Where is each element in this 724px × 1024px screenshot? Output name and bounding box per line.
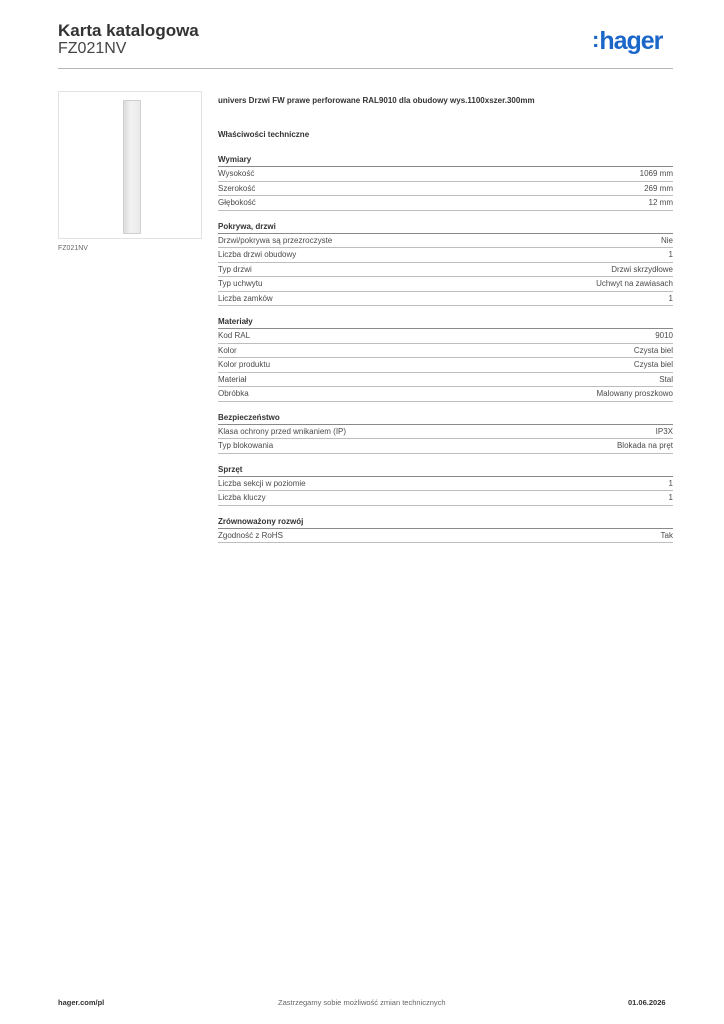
spec-row [218,491,673,506]
spec-row [218,477,673,492]
spec-group [218,412,673,454]
product-image-caption: FZ021NV [58,245,88,252]
spec-value: 9010 [655,331,673,340]
spec-label: Materiał [218,374,247,384]
spec-label: Wysokość [218,169,255,178]
spec-label: Kod RAL [218,331,251,340]
spec-group [218,464,673,506]
spec-row [218,329,673,344]
spec-group [218,516,673,544]
spec-value: Tak [660,530,673,540]
spec-row [218,277,673,292]
spec-group-title: Wymiary [218,154,673,167]
spec-label: Liczba kluczy [218,493,266,502]
technical-properties-heading: Właściwości techniczne [218,130,310,139]
header-divider [58,68,673,69]
logo-text: hager [599,27,663,55]
spec-row [218,358,673,373]
spec-value: 269 mm [644,183,673,193]
product-description: univers Drzwi FW prawe perforowane RAL9010 dla obudowy wys.1100xszer.300mm [218,96,535,105]
spec-label: Liczba zamków [218,293,273,303]
spec-row [218,387,673,402]
spec-row [218,344,673,359]
spec-row [218,292,673,307]
spec-label: Klasa ochrony przed wnikaniem (IP) [218,426,347,436]
spec-group-title: Bezpieczeństwo [218,412,673,425]
footer-disclaimer: Zastrzegamy sobie możliwość zmian technicznych [278,998,446,1007]
spec-row [218,529,673,544]
spec-row [218,234,673,249]
spec-row [218,425,673,440]
spec-value: 1 [668,250,673,259]
product-image [58,91,202,239]
spec-value: 1069 mm [639,169,673,178]
spec-label: Liczba drzwi obudowy [218,250,297,259]
logo-colon-mark: : [592,27,599,52]
spec-value: Stal [659,374,673,384]
spec-value: 1 [668,493,673,502]
spec-label: Szerokość [218,183,256,193]
spec-label: Typ blokowania [218,441,274,450]
door-panel-image [123,100,141,234]
spec-value: IP3X [655,426,673,436]
spec-row [218,196,673,211]
spec-groups [218,154,673,543]
page-title: Karta katalogowa [58,21,199,40]
spec-value: Czysta biel [633,345,673,355]
spec-label: Drzwi/pokrywa są przezroczyste [218,235,333,245]
spec-group [218,154,673,211]
spec-label: Głębokość [218,198,256,207]
spec-label: Typ uchwytu [218,279,263,288]
spec-value: Malowany proszkowo [596,389,673,398]
spec-group-title: Sprzęt [218,464,673,477]
spec-row [218,263,673,278]
spec-value: 1 [668,293,673,303]
spec-group-title: Materiały [218,316,673,329]
spec-label: Kolor [218,345,237,355]
spec-value: Blokada na pręt [616,441,673,450]
hager-logo [592,27,662,56]
spec-value: 12 mm [648,198,673,207]
spec-group [218,221,673,307]
spec-content [218,96,673,543]
spec-value: 1 [668,478,673,488]
spec-label: Zgodność z RoHS [218,530,283,540]
spec-value: Czysta biel [633,360,673,369]
spec-label: Kolor produktu [218,360,271,369]
spec-row [218,373,673,388]
spec-group-title: Zrównoważony rozwój [218,516,673,529]
spec-label: Obróbka [218,389,249,398]
footer-date: 01.06.2026 [628,998,666,1007]
footer-website: hager.com/pl [58,998,105,1007]
spec-value: Nie [660,235,673,245]
spec-row [218,439,673,454]
spec-group [218,316,673,402]
spec-row [218,167,673,182]
spec-value: Uchwyt na zawiasach [596,279,673,288]
product-code: FZ021NV [58,40,127,57]
spec-row [218,182,673,197]
spec-value: Drzwi skrzydłowe [611,264,673,274]
spec-row [218,248,673,263]
spec-label: Liczba sekcji w poziomie [218,478,306,488]
spec-group-title: Pokrywa, drzwi [218,221,673,234]
spec-label: Typ drzwi [218,264,252,274]
